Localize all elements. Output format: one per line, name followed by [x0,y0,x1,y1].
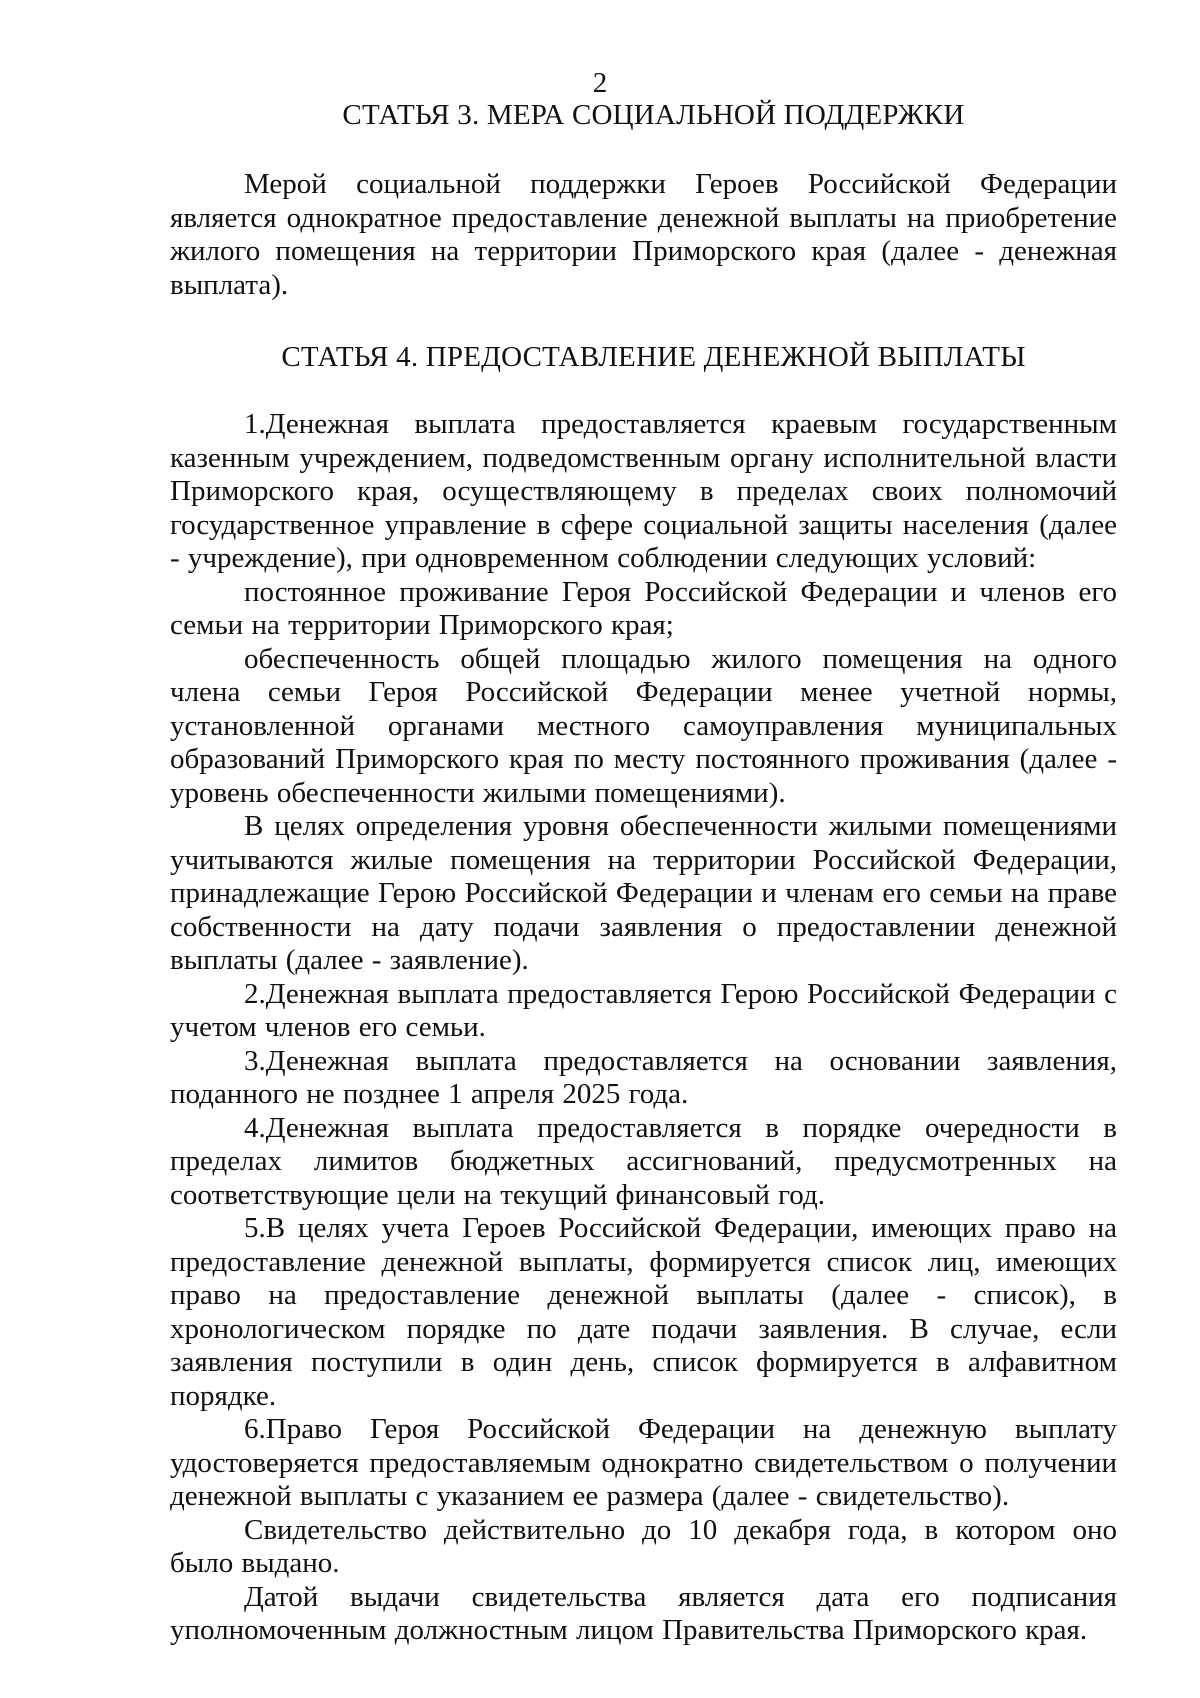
article-4-paragraph-3: 3.Денежная выплата предоставляется на основании заявления, поданного не позднее 1 апреля 2025 года. [170,1044,1117,1110]
article-4-paragraph-2: 2.Денежная выплата предоставляется Герою Российской Федерации с учетом членов его семьи. [170,977,1117,1043]
article-4-condition-housing: обеспеченность общей площадью жилого помещения на одного члена семьи Героя Российской Федерации менее учетной нормы, установленной органами местного самоуправления муниципальных образований Приморского края по месту постоянного проживания (далее - уровень обеспеченности жилыми помещениями). [170,642,1117,809]
article-4-paragraph-5: 5.В целях учета Героев Российской Федерации, имеющих право на предоставление денежной выплаты, формируется список лиц, имеющих право на предоставление денежной выплаты (далее - список), в хронологическом порядке по дате подачи заявления. В случае, если заявления поступили в один день, список формируется в алфавитном порядке. [170,1212,1117,1412]
document-body [170,98,1117,1648]
article-4-paragraph-6: 6.Право Героя Российской Федерации на денежную выплату удостоверяется предоставляемым однократно свидетельством о получении денежной выплаты с указанием ее размера (далее - свидетельство). [170,1413,1117,1512]
page-number: 2 [592,67,608,99]
article-4-condition-residence: постоянное проживание Героя Российской Федерации и членов его семьи на территории Приморского края; [170,575,1117,641]
article-4-certificate-validity: Свидетельство действительно до 10 декабря года, в котором оно было выдано. [170,1513,1117,1579]
article-4-paragraph-1: 1.Денежная выплата предоставляется краевым государственным казенным учреждением, подведомственным органу исполнительной власти Приморского края, осуществляющему в пределах своих полномочий государственное управление в сфере социальной защиты населения (далее - учреждение), при одновременном соблюдении следующих условий: [170,408,1117,574]
article-4-paragraph-4: 4.Денежная выплата предоставляется в порядке очередности в пределах лимитов бюджетных ассигнований, предусмотренных на соответствующие цели на текущий финансовый год. [170,1111,1117,1211]
article-3-heading: СТАТЬЯ 3. МЕРА СОЦИАЛЬНОЙ ПОДДЕРЖКИ [342,99,965,131]
article-3-paragraph: Мерой социальной поддержки Героев Российской Федерации является однократное предоставление денежной выплаты на приобретение жилого помещения на территории Приморского края (далее - денежная выплата). [170,168,1117,301]
article-4-heading: СТАТЬЯ 4. ПРЕДОСТАВЛЕНИЕ ДЕНЕЖНОЙ ВЫПЛАТЫ [281,341,1026,373]
article-4-housing-definition: В целях определения уровня обеспеченности жилыми помещениями учитываются жилые помещения на территории Российской Федерации, принадлежащие Герою Российской Федерации и членам его семьи на праве собственности на дату подачи заявления о предоставлении денежной выплаты (далее - заявление). [170,810,1117,976]
article-4-certificate-date: Датой выдачи свидетельства является дата его подписания уполномоченным должностным лицом Правительства Приморского края. [170,1580,1117,1646]
